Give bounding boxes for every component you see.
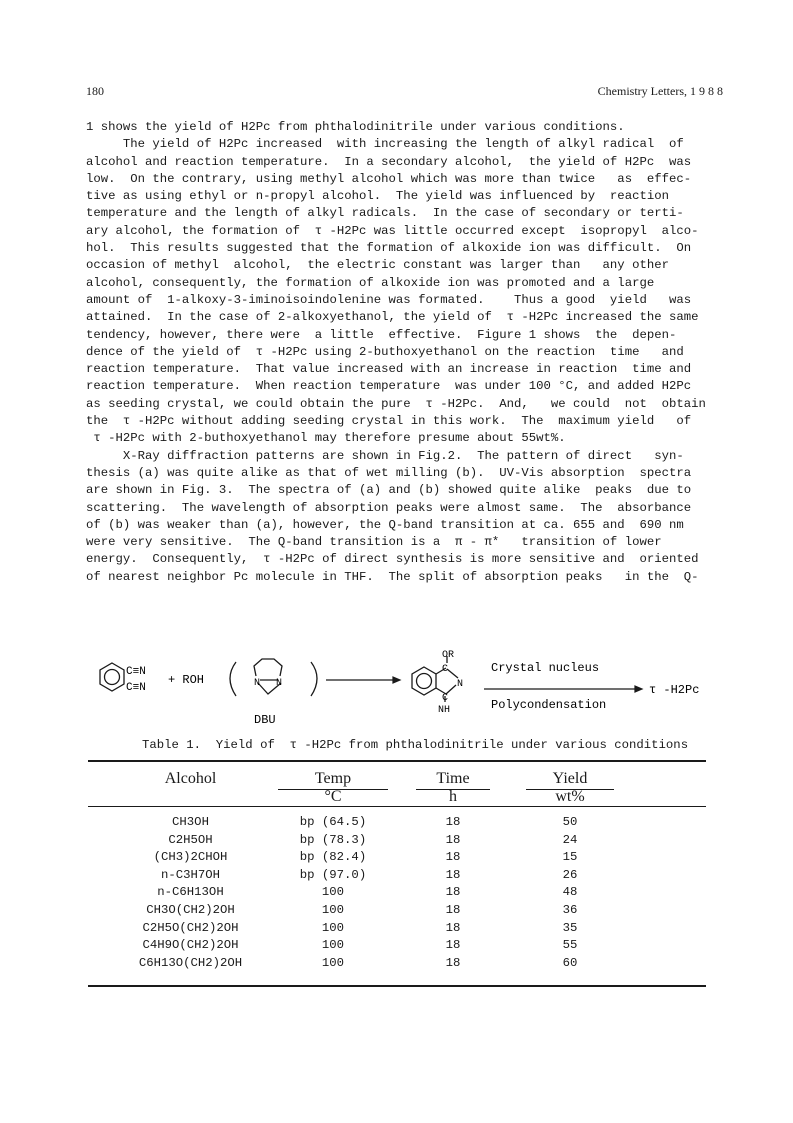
cell-temp: 100 [321, 920, 345, 935]
body-line: reaction temperature. When reaction temperature was under 100 °C, and added H2Pc [86, 379, 692, 394]
body-line: scattering. The wavelength of absorption peaks were almost same. The absorbance [86, 500, 692, 515]
cell-temp: bp (64.5) [299, 815, 367, 829]
table-row [88, 815, 706, 833]
table-row [88, 938, 706, 956]
cell-alcohol: (CH3)2CHOH [153, 850, 228, 865]
unit-temp: °C [324, 788, 342, 805]
body-line: are shown in Fig. 3. The spectra of (a) and (b) showed quite alike peaks due to [86, 483, 692, 498]
header-yield: Yield [526, 770, 614, 790]
unit-yield: wt% [555, 788, 585, 805]
body-line: tendency, however, there were a little effective. Figure 1 shows the depen- [86, 327, 677, 342]
cell-time: 18 [445, 955, 461, 970]
body-line: of (b) was weaker than (a), however, the Q-band transition at ca. 655 and 690 nm [86, 517, 684, 532]
step1-label: Crystal nucleus [491, 661, 600, 675]
table-caption: Table 1. Yield of τ -H2Pc from phthalodinitrile under various conditions [142, 738, 689, 752]
body-line: reaction temperature. That value increased with an increase in reaction time and [86, 362, 692, 377]
cell-yield: 50 [562, 815, 578, 829]
body-line: thesis (a) was quite alike as that of wet milling (b). UV-Vis absorption spectra [86, 465, 692, 480]
body-line: of nearest neighbor Pc molecule in THF. The split of absorption peaks in the Q- [86, 569, 699, 584]
cell-time: 18 [445, 832, 461, 847]
cell-temp: 100 [321, 903, 345, 917]
reagent-label: + ROH [168, 673, 205, 687]
nitrile-top: C≡N [126, 666, 146, 678]
table-row [88, 868, 706, 886]
table-row [88, 956, 706, 974]
reaction-arrow-icon [326, 677, 400, 683]
table-bottom-rule [88, 985, 706, 987]
cell-time: 18 [445, 920, 461, 935]
body-line: occasion of methyl alcohol, the electric constant was larger than any other [86, 258, 669, 273]
cell-alcohol: C2H5O(CH2)2OH [142, 920, 239, 935]
table-row [88, 903, 706, 921]
body-line: energy. Consequently, τ -H2Pc of direct synthesis is more sensitive and oriented [86, 552, 699, 567]
int-n: N [457, 679, 464, 690]
cell-temp: 100 [321, 955, 345, 970]
int-nh: NH [438, 705, 451, 716]
table-top-rule [88, 760, 706, 762]
isoindolenine-structure-icon [412, 656, 458, 702]
reaction-scheme [86, 650, 720, 730]
cell-yield: 15 [562, 850, 578, 865]
cell-yield: 60 [562, 955, 578, 970]
cell-time: 18 [445, 815, 461, 829]
body-line: hol. This results suggested that the formation of alkoxide ion was difficult. On [86, 241, 692, 256]
body-line: were very sensitive. The Q-band transition is a π - π* transition of lower [86, 535, 662, 550]
cell-alcohol: CH3OH [172, 815, 209, 829]
body-line: ary alcohol, the formation of τ -H2Pc was little occurred except isopropyl alco- [86, 223, 699, 238]
table-header-rule [88, 806, 706, 807]
cell-time: 18 [445, 867, 461, 882]
body-line: tive as using ethyl or n-propyl alcohol. The yield was influenced by reaction [86, 189, 669, 204]
cell-yield: 24 [562, 832, 578, 847]
step2-label: Polycondensation [491, 698, 607, 712]
page-number: 180 [86, 84, 104, 98]
header-time: Time [416, 770, 490, 790]
cell-time: 18 [445, 903, 461, 917]
body-line: 1 shows the yield of H2Pc from phthalodinitrile under various conditions. [86, 120, 625, 134]
dbu-n1: N [254, 678, 261, 689]
cell-time: 18 [445, 885, 461, 900]
body-line: temperature and the length of alkyl radicals. In the case of secondary or terti- [86, 206, 684, 221]
dbu-label: DBU [254, 713, 276, 727]
cell-temp: bp (82.4) [299, 850, 367, 865]
header-alcohol: Alcohol [164, 770, 217, 787]
int-c: C [442, 664, 449, 675]
cell-alcohol: C4H9O(CH2)2OH [142, 938, 239, 953]
body-line: τ -H2Pc with 2-buthoxyethanol may therefore presume about 55wt%. [86, 431, 566, 446]
body-line: dence of the yield of τ -H2Pc using 2-buthoxyethanol on the reaction time and [86, 344, 684, 359]
polycondensation-arrow-icon [484, 686, 642, 692]
body-line: attained. In the case of 2-alkoxyethanol, the yield of τ -H2Pc increased the same [86, 310, 699, 325]
body-line: X-Ray diffraction patterns are shown in Fig.2. The pattern of direct syn- [86, 448, 684, 463]
dbu-n2: N [276, 678, 283, 689]
int-or: OR [442, 650, 455, 661]
product-label: τ -H2Pc [649, 683, 700, 697]
body-line: alcohol, consequently, the formation of alkoxide ion was promoted and a large [86, 275, 655, 290]
body-text [86, 119, 720, 586]
cell-yield: 36 [562, 903, 578, 917]
cell-alcohol: n-C6H13OH [157, 885, 224, 900]
body-line: amount of 1-alkoxy-3-iminoisoindolenine was formated. Thus a good yield was [86, 292, 692, 307]
header-temp: Temp [278, 770, 388, 790]
nitrile-bottom: C≡N [126, 682, 146, 694]
body-line: low. On the contrary, using methyl alcohol which was more than twice as effec- [86, 171, 692, 186]
body-line: the τ -H2Pc without adding seeding crystal in this work. The maximum yield of [86, 414, 692, 429]
dbu-structure-icon [230, 659, 317, 696]
body-line: alcohol and reaction temperature. In a secondary alcohol, the yield of H2Pc was [86, 154, 692, 169]
cell-alcohol: n-C3H7OH [160, 867, 221, 882]
cell-yield: 55 [562, 938, 578, 953]
cell-time: 18 [445, 938, 461, 953]
cell-alcohol: C2H5OH [168, 832, 213, 847]
body-line: as seeding crystal, we could obtain the pure τ -H2Pc. And, we could not obtain [86, 396, 706, 411]
cell-temp: 100 [321, 938, 345, 953]
table-row [88, 850, 706, 868]
table-row [88, 921, 706, 939]
cell-yield: 26 [562, 867, 578, 882]
cell-temp: bp (97.0) [299, 867, 367, 882]
cell-alcohol: C6H13O(CH2)2OH [138, 955, 243, 970]
cell-temp: 100 [321, 885, 345, 900]
cell-yield: 48 [562, 885, 578, 900]
table-row [88, 885, 706, 903]
page-header [86, 84, 723, 102]
body-line: The yield of H2Pc increased with increasing the length of alkyl radical of [86, 137, 684, 152]
int-c2: C [442, 693, 449, 704]
cell-temp: bp (78.3) [299, 832, 367, 847]
unit-time: h [449, 788, 457, 805]
cell-alcohol: CH3O(CH2)2OH [146, 903, 235, 917]
table-row [88, 833, 706, 851]
cell-yield: 35 [562, 920, 578, 935]
benzene-ring-icon [100, 663, 124, 691]
cell-time: 18 [445, 850, 461, 865]
journal-name: Chemistry Letters, 1 9 8 8 [597, 84, 723, 98]
table-header [88, 768, 706, 804]
